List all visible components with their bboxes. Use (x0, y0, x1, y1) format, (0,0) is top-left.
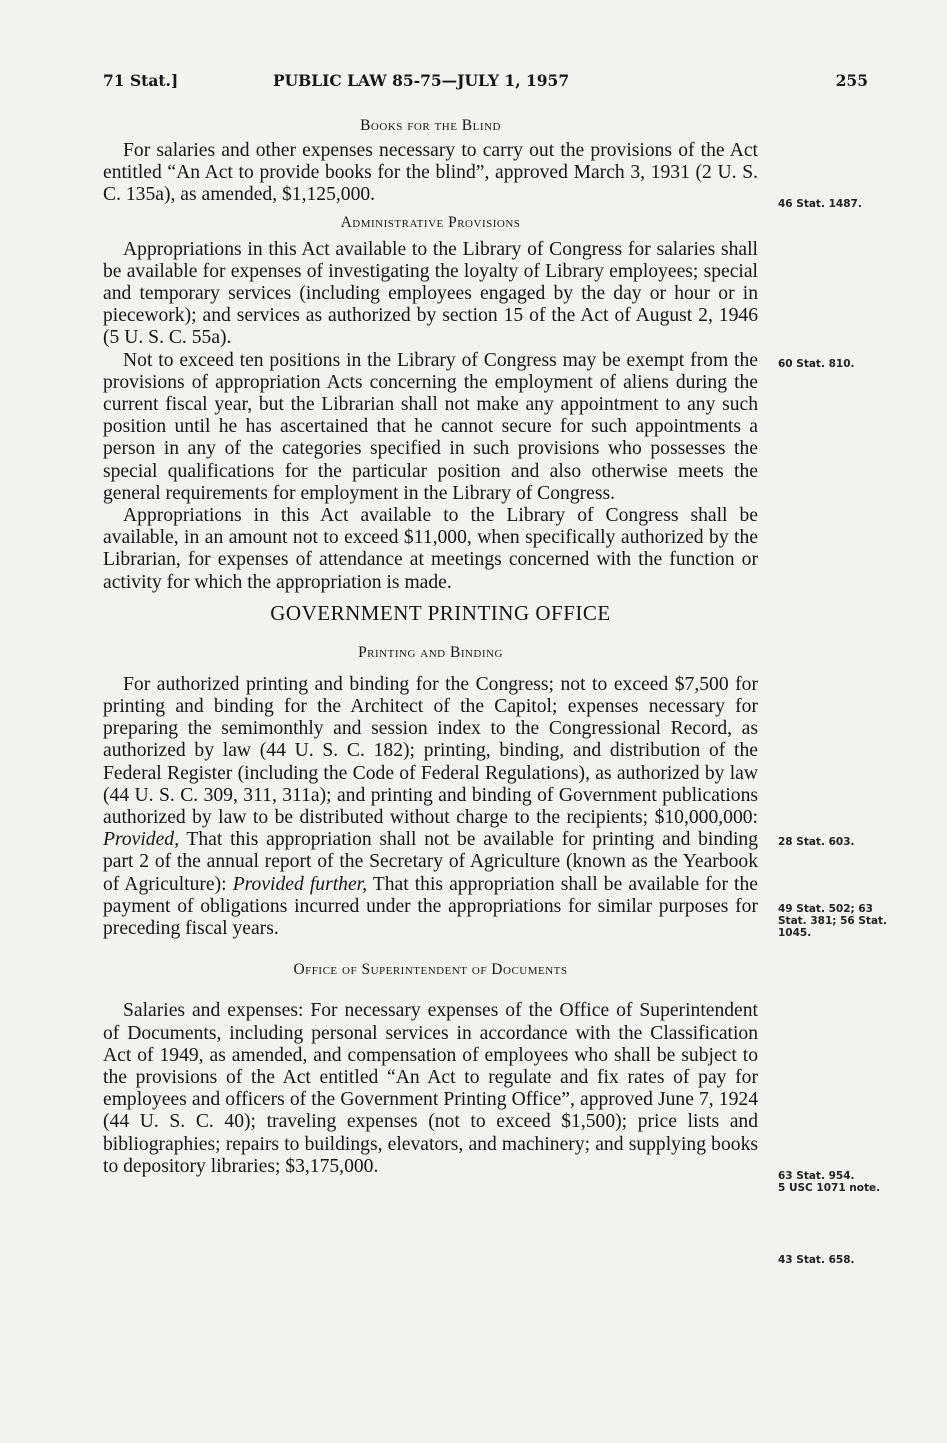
printing-text-c: That this appropriation shall be available for the payment of obligations incurred under the appropriations for similar purposes for preceding fiscal years. (103, 873, 758, 940)
margin-note-49-stat-line1: 49 Stat. 502; 63 (778, 903, 873, 915)
volume-citation: 71 Stat.] (103, 71, 179, 90)
margin-note-46-stat: 46 Stat. 1487. (778, 198, 862, 210)
margin-note-63-stat (778, 1170, 880, 1194)
printing-text-a: For authorized printing and binding for the Congress; not to exceed $7,500 for printing and binding for the Architect of the Capitol; expenses necessary for preparing the semimonthly and session index to the Congressional Record, as authorized by law (44 U. S. C. 182); printing, binding, and distribution of the Federal Register (including the Code of Federal Regulations), as authorized by law (44 U. S. C. 309, 311, 311a); and printing and binding of Government publications authorized by law to be distributed without charge to the recipients; $10,000,000: (103, 673, 758, 829)
title-government-printing-office: GOVERNMENT PRINTING OFFICE (270, 600, 611, 625)
paragraph-printing-and-binding (103, 674, 758, 940)
paragraph-admin-1: Appropriations in this Act available to the Library of Congress for salaries shall be available for expenses of investigating the loyalty of Library employees; special and temporary services (including employees engaged by the day or hour or in piecework); and services as authorized by section 15 of the Act of August 2, 1946 (5 U. S. C. 55a). (103, 238, 758, 349)
paragraph-admin-3: Appropriations in this Act available to the Library of Congress shall be available, in an amount not to exceed $11,000, when specifically authorized by the Librarian, for expenses of attendance at meetings concerned with the function or activity for which the appropriation is made. (103, 505, 758, 593)
page-number: 255 (835, 71, 868, 90)
section-heading-superintendent-of-documents: Office of Superintendent of Documents (293, 961, 568, 979)
margin-note-49-stat-line3: 1045. (778, 927, 812, 939)
public-law-title: PUBLIC LAW 85-75—JULY 1, 1957 (273, 71, 570, 90)
margin-note-60-stat: 60 Stat. 810. (778, 358, 855, 370)
margin-note-49-stat (778, 903, 887, 939)
margin-note-63-stat-line2: 5 USC 1071 note. (778, 1182, 881, 1194)
margin-note-49-stat-line2: Stat. 381; 56 Stat. (778, 915, 888, 927)
paragraph-superintendent-of-documents: Salaries and expenses: For necessary expenses of the Office of Superintendent of Documents, including personal services in accordance with the Classification Act of 1949, as amended, and compensation of employees who shall be subject to the provisions of the Act entitled “An Act to regulate and fix rates of pay for employees and officers of the Government Printing Office”, approved June 7, 1924 (44 U. S. C. 40); traveling expenses (not to exceed $1,500); price lists and bibliographies; repairs to buildings, elevators, and machinery; and supplying books to depository libraries; $3,175,000. (103, 1000, 758, 1177)
margin-note-63-stat-line1: 63 Stat. 954. (778, 1170, 855, 1182)
margin-note-28-stat: 28 Stat. 603. (778, 836, 855, 848)
printing-text-b: That this appropriation shall not be available for printing and binding part 2 of the annual report of the Secretary of Agriculture (known as the Yearbook of Agriculture): (103, 829, 759, 895)
paragraph-books-for-blind: For salaries and other expenses necessary to carry out the provisions of the Act entitled “An Act to provide books for the blind”, approved March 3, 1931 (2 U. S. C. 135a), as amended, $1,125,000. (103, 140, 758, 206)
proviso-label-1: Provided, (103, 829, 179, 851)
main-text (103, 112, 758, 1178)
section-heading-printing-and-binding: Printing and Binding (358, 643, 503, 661)
paragraph-admin-2: Not to exceed ten positions in the Library of Congress may be exempt from the provisions of appropriation Acts concerning the employment of aliens during the current fiscal year, but the Librarian shall not make any appointment to any such position until he has ascertained that he cannot secure for such appointments a person in any of the categories specified in such provisions who possesses the special qualifications for the particular position and also otherwise meets the general requirements for employment in the Library of Congress. (103, 349, 758, 504)
margin-note-43-stat: 43 Stat. 658. (778, 1254, 855, 1266)
section-heading-administrative-provisions: Administrative Provisions (340, 213, 521, 231)
running-header (103, 71, 907, 97)
section-heading-books-for-blind: Books for the Blind (360, 117, 501, 134)
proviso-label-2: Provided further, (232, 873, 368, 895)
